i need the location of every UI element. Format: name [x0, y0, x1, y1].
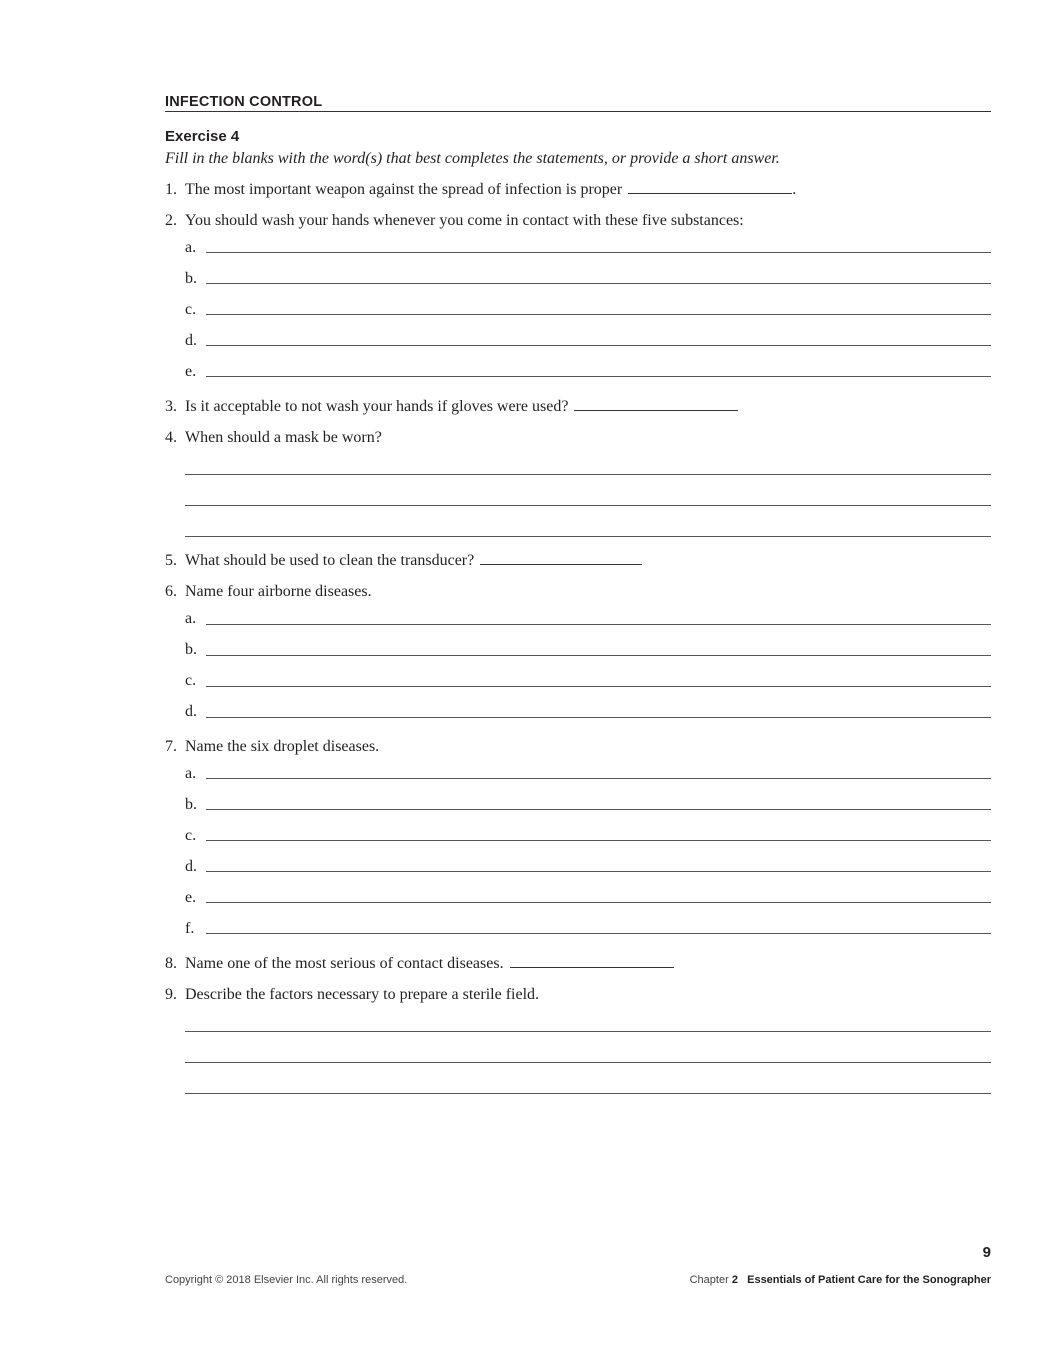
question-number: 2.: [165, 212, 177, 229]
answer-line[interactable]: [206, 871, 991, 872]
question-number: 4.: [165, 429, 177, 446]
sub-label-c: c.: [185, 301, 197, 318]
sub-label-c: c.: [185, 827, 197, 844]
sub-label-c: c.: [185, 672, 197, 689]
answer-line[interactable]: [206, 624, 991, 625]
answer-blank[interactable]: [510, 966, 674, 968]
question-3: [165, 398, 738, 416]
sub-label-e: e.: [185, 363, 197, 380]
answer-line[interactable]: [206, 314, 991, 315]
question-2: [165, 212, 744, 230]
question-text: You should wash your hands whenever you come in contact with these five substances:: [185, 212, 744, 229]
question-text: The most important weapon against the spread of infection is proper: [185, 181, 623, 198]
sub-label-b: b.: [185, 796, 197, 813]
sub-label-a: a.: [185, 765, 197, 782]
sub-label-a: a.: [185, 239, 197, 256]
copyright: Copyright © 2018 Elsevier Inc. All rights reserved.: [165, 1274, 408, 1286]
question-number: 9.: [165, 986, 177, 1003]
answer-line[interactable]: [185, 474, 991, 475]
question-text: Name four airborne diseases.: [185, 583, 372, 600]
answer-line[interactable]: [206, 345, 991, 346]
question-1: [165, 181, 796, 199]
exercise-title: Exercise 4: [165, 128, 240, 145]
chapter-footer: [690, 1274, 991, 1286]
answer-blank[interactable]: [480, 563, 642, 565]
answer-blank[interactable]: [574, 409, 738, 411]
answer-line[interactable]: [206, 840, 991, 841]
question-text: Name one of the most serious of contact diseases.: [185, 955, 504, 972]
answer-line[interactable]: [206, 717, 991, 718]
question-text: When should a mask be worn?: [185, 429, 382, 446]
question-4: [165, 429, 382, 447]
question-8: [165, 955, 674, 973]
answer-line[interactable]: [206, 902, 991, 903]
question-number: 8.: [165, 955, 177, 972]
instructions: Fill in the blanks with the word(s) that best completes the statements, or provide a short answer.: [165, 150, 780, 167]
sub-label-d: d.: [185, 332, 197, 349]
answer-line[interactable]: [206, 933, 991, 934]
section-divider: [165, 111, 991, 112]
question-5: [165, 552, 642, 570]
answer-line[interactable]: [206, 778, 991, 779]
answer-line[interactable]: [185, 505, 991, 506]
question-text: What should be used to clean the transducer?: [185, 552, 475, 569]
answer-line[interactable]: [206, 809, 991, 810]
question-6: [165, 583, 372, 601]
sub-label-d: d.: [185, 858, 197, 875]
answer-line[interactable]: [206, 655, 991, 656]
question-number: 6.: [165, 583, 177, 600]
question-number: 1.: [165, 181, 177, 198]
section-title: INFECTION CONTROL: [165, 94, 323, 110]
answer-line[interactable]: [206, 283, 991, 284]
chapter-title: Essentials of Patient Care for the Sonographer: [747, 1274, 991, 1286]
question-text: Describe the factors necessary to prepare a sterile field.: [185, 986, 540, 1003]
answer-line[interactable]: [185, 536, 991, 537]
answer-line[interactable]: [206, 376, 991, 377]
chapter-word: Chapter: [689, 1274, 729, 1286]
sub-label-b: b.: [185, 641, 197, 658]
question-9: [165, 986, 539, 1004]
sub-label-e: e.: [185, 889, 197, 906]
question-number: 7.: [165, 738, 177, 755]
answer-line[interactable]: [206, 252, 991, 253]
answer-line[interactable]: [185, 1031, 991, 1032]
sub-label-f: f.: [185, 920, 195, 937]
answer-line[interactable]: [206, 686, 991, 687]
page-number: 9: [982, 1244, 991, 1261]
question-text: Name the six droplet diseases.: [185, 738, 380, 755]
question-number: 3.: [165, 398, 177, 415]
question-number: 5.: [165, 552, 177, 569]
question-text: Is it acceptable to not wash your hands if gloves were used?: [185, 398, 569, 415]
answer-line[interactable]: [185, 1062, 991, 1063]
sub-label-d: d.: [185, 703, 197, 720]
chapter-number: 2: [731, 1274, 738, 1286]
question-suffix: .: [792, 181, 797, 198]
sub-label-a: a.: [185, 610, 197, 627]
question-7: [165, 738, 379, 756]
answer-blank[interactable]: [628, 192, 792, 194]
answer-line[interactable]: [185, 1093, 991, 1094]
sub-label-b: b.: [185, 270, 197, 287]
